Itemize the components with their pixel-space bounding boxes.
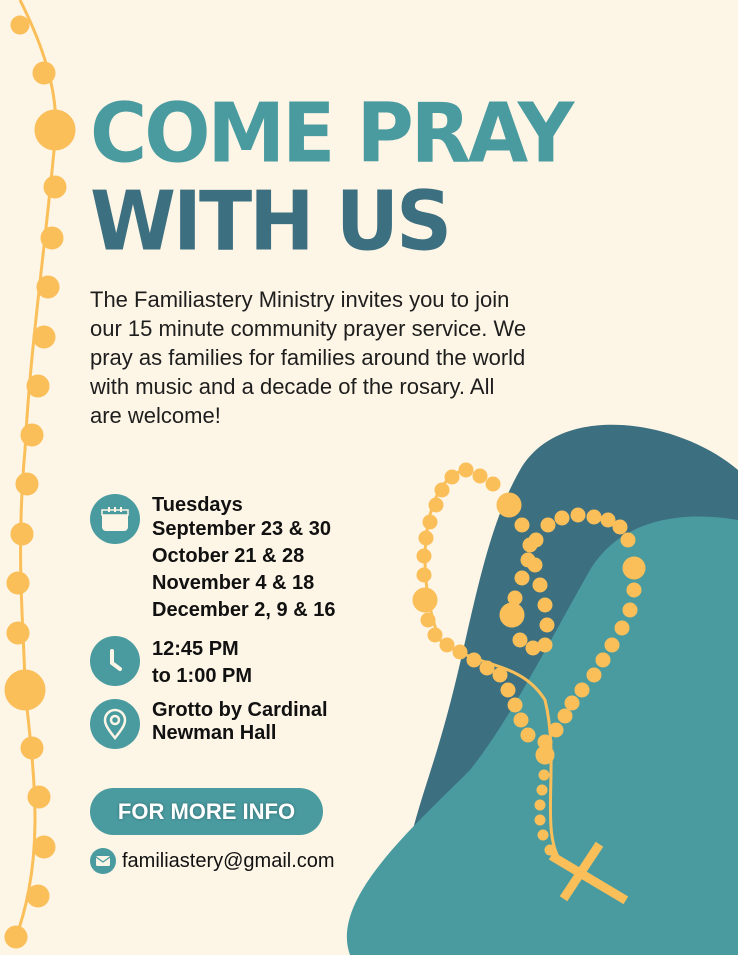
bead bbox=[5, 926, 27, 948]
bead bbox=[16, 473, 38, 495]
bead bbox=[514, 713, 528, 727]
bead bbox=[493, 668, 507, 682]
bead bbox=[423, 515, 437, 529]
location-pin-icon bbox=[90, 699, 140, 749]
headline-line-1: COME PRAY bbox=[90, 86, 572, 182]
bead bbox=[536, 746, 554, 764]
dates-section bbox=[90, 494, 335, 624]
email-address[interactable]: familiastery@gmail.com bbox=[122, 849, 335, 872]
bead bbox=[587, 510, 601, 524]
dates-november: November 4 & 18 bbox=[152, 572, 315, 594]
bead bbox=[7, 572, 29, 594]
bead bbox=[555, 511, 569, 525]
bead bbox=[27, 375, 49, 397]
bead bbox=[571, 508, 585, 522]
bead bbox=[521, 728, 535, 742]
bead bbox=[575, 683, 589, 697]
bead bbox=[529, 533, 543, 547]
bead bbox=[596, 653, 610, 667]
bead bbox=[11, 16, 29, 34]
bead bbox=[480, 661, 494, 675]
bead bbox=[435, 483, 449, 497]
bead bbox=[419, 531, 433, 545]
mail-icon bbox=[90, 848, 116, 874]
bead bbox=[11, 523, 33, 545]
bead bbox=[541, 518, 555, 532]
bead bbox=[565, 696, 579, 710]
bead bbox=[627, 583, 641, 597]
bead bbox=[549, 723, 563, 737]
bead bbox=[623, 603, 637, 617]
bead bbox=[623, 557, 645, 579]
bead bbox=[526, 641, 540, 655]
bead bbox=[27, 885, 49, 907]
bead bbox=[537, 785, 547, 795]
time-section bbox=[90, 636, 252, 690]
bead bbox=[500, 603, 524, 627]
time-start: 12:45 PM bbox=[152, 638, 239, 660]
bead bbox=[428, 628, 442, 642]
bead bbox=[486, 477, 500, 491]
bead bbox=[558, 709, 572, 723]
calendar-icon bbox=[90, 494, 140, 544]
bead bbox=[453, 645, 467, 659]
location-line-1: Grotto by Cardinal bbox=[152, 699, 328, 721]
bead bbox=[445, 470, 459, 484]
location-section bbox=[90, 699, 328, 749]
bead bbox=[539, 770, 549, 780]
bead bbox=[508, 698, 522, 712]
bead bbox=[21, 424, 43, 446]
bead bbox=[621, 533, 635, 547]
bead bbox=[535, 815, 545, 825]
bead bbox=[35, 110, 75, 150]
bead bbox=[515, 518, 529, 532]
bead bbox=[413, 588, 437, 612]
email-contact[interactable] bbox=[90, 848, 335, 874]
dates-december: December 2, 9 & 16 bbox=[152, 599, 336, 621]
intro-paragraph: The Familiastery Ministry invites you to join our 15 minute community prayer service. We pray as families for families around the world with music and a decade of the rosary. All are welcome! bbox=[90, 287, 527, 428]
bead bbox=[33, 62, 55, 84]
time-end: to 1:00 PM bbox=[152, 665, 253, 687]
bead bbox=[613, 520, 627, 534]
bead bbox=[28, 786, 50, 808]
bead bbox=[44, 176, 66, 198]
bead bbox=[37, 276, 59, 298]
location-line-2: Newman Hall bbox=[152, 722, 277, 744]
dates-october: October 21 & 28 bbox=[152, 545, 305, 567]
bead bbox=[459, 463, 473, 477]
bead bbox=[538, 830, 548, 840]
bead bbox=[497, 493, 521, 517]
bead bbox=[533, 578, 547, 592]
dates-day: Tuesdays bbox=[152, 494, 243, 516]
bead bbox=[41, 227, 63, 249]
bead bbox=[501, 683, 515, 697]
more-info-button[interactable]: FOR MORE INFO bbox=[90, 788, 323, 835]
dates-september: September 23 & 30 bbox=[152, 518, 331, 540]
bead bbox=[440, 638, 454, 652]
bead bbox=[521, 553, 535, 567]
bead bbox=[33, 836, 55, 858]
bead bbox=[417, 568, 431, 582]
bead bbox=[33, 326, 55, 348]
bead bbox=[21, 737, 43, 759]
bead bbox=[535, 800, 545, 810]
bead bbox=[7, 622, 29, 644]
bead bbox=[605, 638, 619, 652]
bead bbox=[473, 469, 487, 483]
bead bbox=[515, 571, 529, 585]
bead bbox=[5, 670, 45, 710]
bead bbox=[429, 498, 443, 512]
bead bbox=[417, 549, 431, 563]
bead bbox=[513, 633, 527, 647]
bead bbox=[467, 653, 481, 667]
clock-icon bbox=[90, 636, 140, 686]
bead bbox=[421, 613, 435, 627]
bead bbox=[615, 621, 629, 635]
headline-line-2: WITH US bbox=[90, 174, 450, 270]
bead bbox=[538, 598, 552, 612]
bead bbox=[540, 618, 554, 632]
bead bbox=[587, 668, 601, 682]
